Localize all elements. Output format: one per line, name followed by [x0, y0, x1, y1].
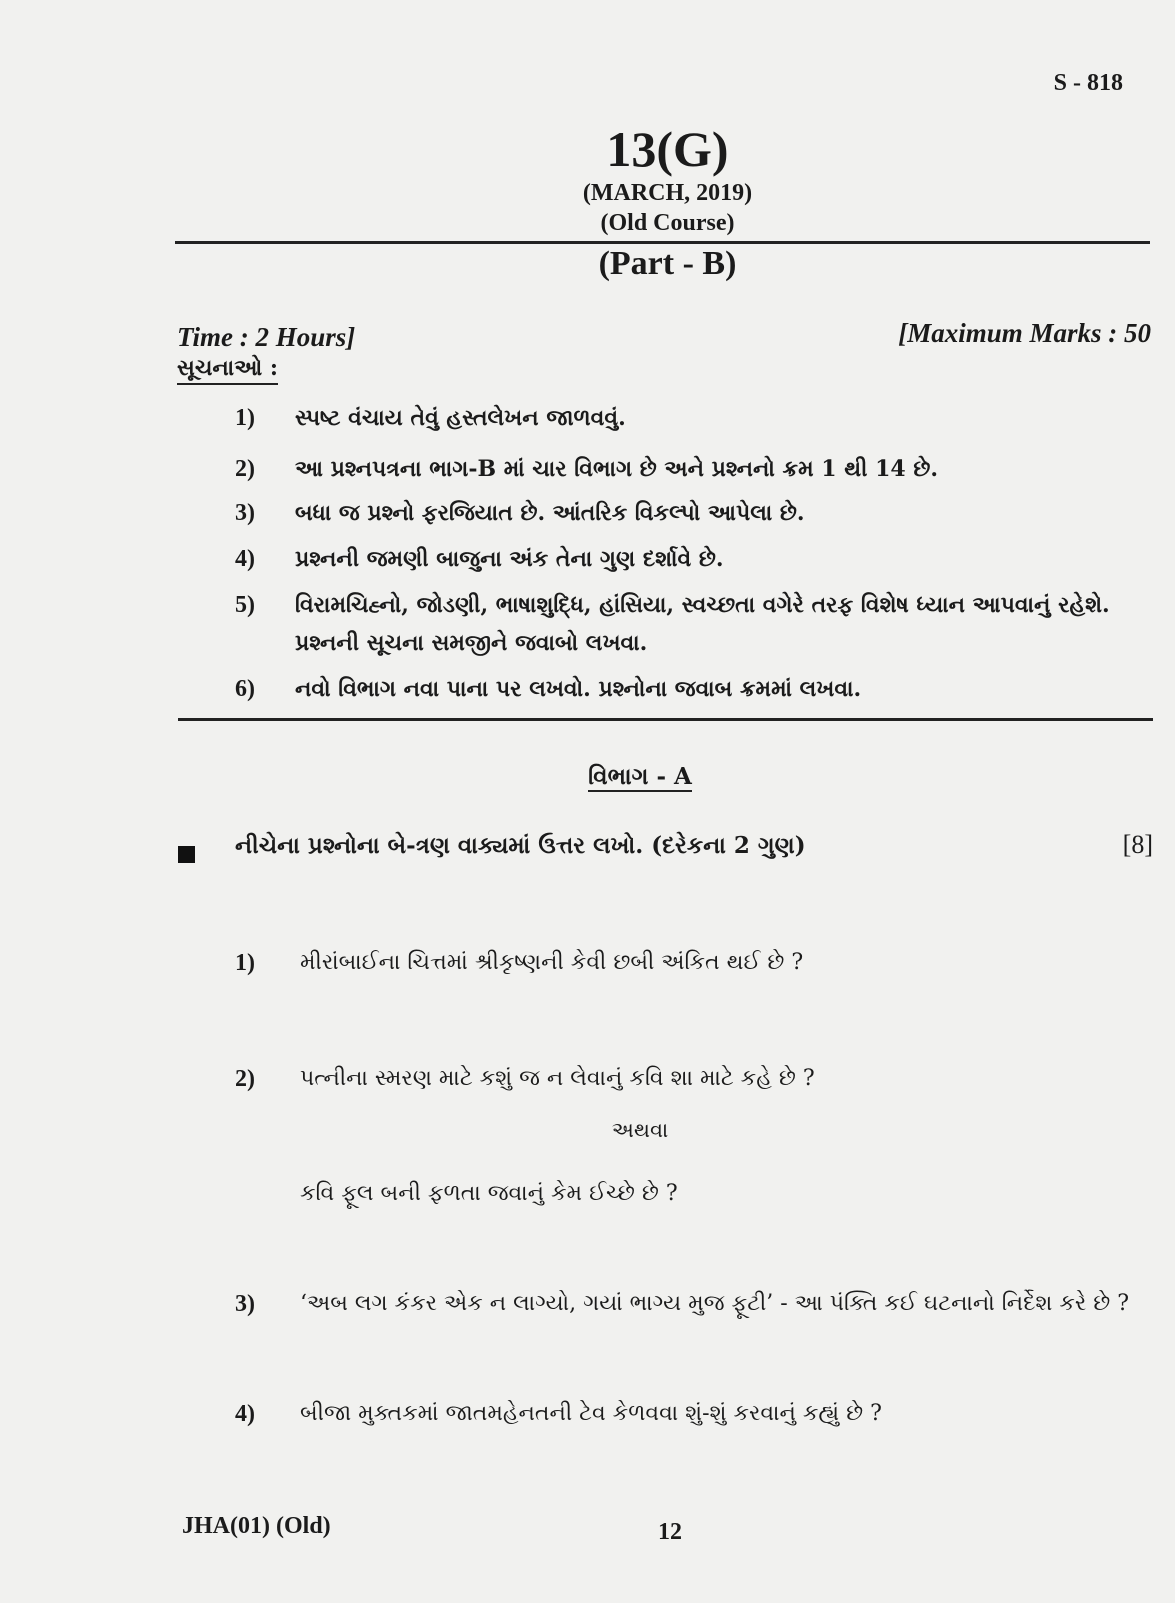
- question-marks: [8]: [1122, 830, 1153, 859]
- question-heading: નીચેના પ્રશ્નોના બે-ત્રણ વાક્યમાં ઉત્તર લખો. (દરેકના 2 ગુણ): [235, 832, 806, 859]
- question-text: કવિ ફૂલ બની ફળતા જવાનું કેમ ઈચ્છે છે ?: [300, 1181, 678, 1206]
- question-number: 3): [235, 1291, 255, 1317]
- instruction-item: [235, 540, 1160, 578]
- question-item: [235, 950, 1135, 975]
- instruction-item: [235, 586, 1160, 662]
- instruction-number: 2): [235, 456, 255, 482]
- question-alternative: [235, 1181, 1135, 1206]
- paper-number: 13(G): [606, 121, 729, 177]
- instruction-number: 4): [235, 546, 255, 572]
- divider-top: [175, 241, 1150, 244]
- instruction-item: [235, 494, 1160, 532]
- section-title: [0, 763, 1175, 790]
- section-title-text: વિભાગ - A: [588, 763, 692, 790]
- instruction-text: બધા જ પ્રશ્નો ફરજિયાત છે. આંતરિક વિકલ્પો આપેલા છે.: [295, 500, 805, 526]
- question-item: [235, 1291, 1135, 1316]
- instruction-text: પ્રશ્નની જમણી બાજુના અંક તેના ગુણ દર્શાવે છે.: [295, 546, 724, 572]
- part-title: (Part - B): [598, 245, 737, 282]
- question-text: મીરાંબાઈના ચિત્તમાં શ્રીકૃષ્ણની કેવી છબી અંકિત થઈ છે ?: [300, 950, 804, 975]
- question-item: [235, 1401, 1135, 1426]
- question-number: 2): [235, 1066, 255, 1092]
- exam-session: (MARCH, 2019): [582, 180, 753, 206]
- paper-code: S - 818: [1053, 70, 1123, 96]
- course-type: (Old Course): [600, 210, 735, 236]
- instruction-text: સ્પષ્ટ વંચાય તેવું હસ્તલેખન જાળવવું.: [295, 405, 626, 431]
- instruction-item: [235, 399, 1160, 437]
- page-number: 12: [658, 1519, 682, 1545]
- instruction-number: 6): [235, 676, 255, 702]
- instruction-number: 1): [235, 405, 255, 431]
- instruction-number: 3): [235, 500, 255, 526]
- question-text: ‘અબ લગ કંકર એક ન લાગ્યો, ગયાં ભાગ્ય મુજ ફૂટી’ - આ પંક્તિ કઈ ઘટનાનો નિર્દેશ કરે છે ?: [300, 1291, 1130, 1316]
- square-bullet-icon: [178, 846, 195, 863]
- instruction-text: નવો વિભાગ નવા પાના પર લખવો. પ્રશ્નોના જવાબ ક્રમમાં લખવા.: [295, 676, 862, 702]
- question-text: બીજા મુક્તકમાં જાતમહેનતની ટેવ કેળવવા શું-શું કરવાનું કહ્યું છે ?: [300, 1401, 882, 1426]
- maximum-marks: [Maximum Marks : 50: [898, 318, 1151, 348]
- instruction-text: વિરામચિહ્નો, જોડણી, ભાષાશુદ્ધિ, હાંસિયા, સ્વચ્છતા વગેરે તરફ વિશેષ ધ્યાન આપવાનું રહેશે. પ્રશ્નની સૂચના સમજીને જવાબો લખવા.: [295, 592, 1110, 656]
- question-text: પત્નીના સ્મરણ માટે કશું જ ન લેવાનું કવિ શા માટે કહે છે ?: [300, 1066, 815, 1091]
- instruction-text: આ પ્રશ્નપત્રના ભાગ-B માં ચાર વિભાગ છે અને પ્રશ્નનો ક્રમ 1 થી 14 છે.: [295, 456, 939, 482]
- time-allowed: Time : 2 Hours]: [177, 322, 356, 352]
- instruction-item: [235, 670, 1160, 708]
- question-number: 4): [235, 1401, 255, 1427]
- instruction-item: [235, 450, 1160, 488]
- question-item: [235, 1066, 1135, 1091]
- question-number: 1): [235, 950, 255, 976]
- divider-instructions: [178, 718, 1153, 721]
- or-label: અથવા: [611, 1118, 669, 1142]
- instructions-heading: સૂચનાઓ :: [177, 355, 278, 385]
- footer-code: JHA(01) (Old): [182, 1513, 331, 1539]
- instruction-number: 5): [235, 592, 255, 618]
